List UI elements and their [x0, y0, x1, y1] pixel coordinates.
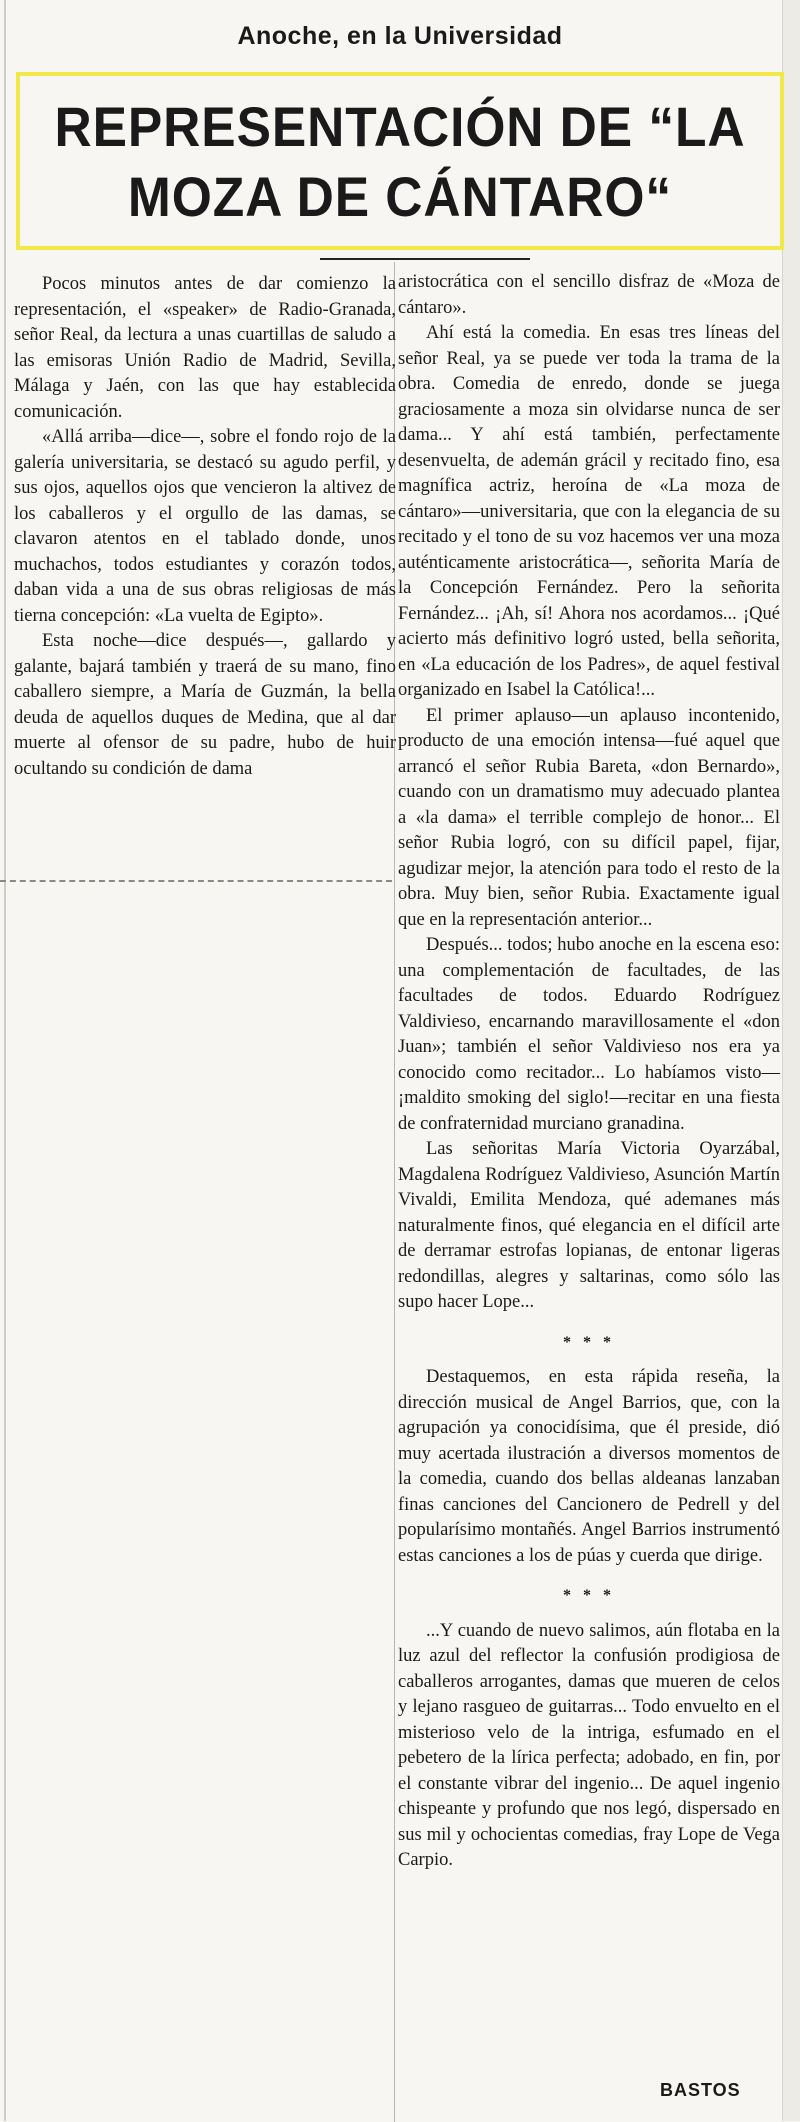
section-separator: * * *	[563, 1333, 615, 1351]
section-separator: * * *	[563, 1587, 615, 1604]
article-kicker: Anoche, en la Universidad	[237, 22, 563, 50]
page-gutter-left	[4, 0, 6, 2121]
paragraph: Las señoritas María Victoria Oyarzábal, Magdalena Rodríguez Valdivieso, Asunción Martín Vivaldi, Emilita Mendoza, qué ademanes más naturalmente finos, qué elegancia en el difícil arte de derramar estrofas lopianas, de entonar ligeras redondillas, alegres y saltarinas, como sólo las supo hacer Lope...	[398, 1139, 780, 1312]
headline-rule	[320, 258, 530, 260]
column-end-rule	[0, 880, 392, 882]
paragraph: aristocrática con el sencillo disfraz de «Moza de cántaro».	[398, 272, 780, 318]
adjacent-column-bleed	[782, 0, 800, 2121]
author-signature: BASTOS	[660, 2080, 741, 2100]
column-right	[398, 270, 780, 1874]
paragraph: ...Y cuando de nuevo salimos, aún flotaba en la luz azul del reflector la confusión prodigiosa de caballeros arrogantes, damas que mueren de celos y lejano rasgueo de guitarras... Todo envuelto en el misterioso velo de la intriga, esfumado en el pebetero de la lírica perfecta; adobado, en fin, por el constante vibrar del ingenio... De aquel ingenio chispeante y profundo que nos legó, dispersado en sus mil y ochocientas comedias, fray Lope de Vega Carpio.	[398, 1620, 780, 1870]
paragraph: El primer aplauso—un aplauso incontenido, producto de una emoción intensa—fué aquel que arrancó el señor Rubia Bareta, «don Bernardo», cuando con un dramatismo muy adecuado plantea a «la dama» el terrible complejo de honor... El señor Rubia logró, con su difícil papel, fijar, agudizar mejor, la atención para todo el resto de la obra. Muy bien, señor Rubia. Exactamente igual que en la representación anterior...	[398, 705, 780, 930]
paragraph: Esta noche—dice después—, gallardo y galante, bajará también y traerá de su mano, fino caballero siempre, a María de Guzmán, la bella deuda de aquellos duques de Medina, que al dar muerte al ofensor de su padre, hubo de huir ocultando su condición de dama	[14, 631, 396, 779]
paragraph: «Allá arriba—dice—, sobre el fondo rojo de la galería universitaria, se destacó su agudo perfil, y sus ojos, aquellos ojos que vencieron la altivez de los caballeros y el orgullo de las damas, se clavaron atentos en el tablado donde, unos muchachos, todos estudiantes y corazón todos, daban vida a una de sus obras religiosas de más tierna concepción: «La vuelta de Egipto».	[14, 427, 396, 626]
paragraph: Destaquemos, en esta rápida reseña, la dirección musical de Angel Barrios, que, con la agrupación ya conocidísima, que él preside, dió muy acertada ilustración a diversos momentos de la comedia, cuando dos bellas aldeanas lanzaban finas canciones del Cancionero de Pedrell y del popularísimo montañés. Angel Barrios instrumentó estas canciones a los de púas y cuerda que dirige.	[398, 1367, 780, 1566]
paragraph: Ahí está la comedia. En esas tres líneas del señor Real, ya se puede ver toda la trama de la obra. Comedia de enredo, donde se juega graciosamente a moza sin olvidarse nunca de ser dama... Y ahí está también, perfectamente desenvuelta, de ademán grácil y recitado fino, esa magnífica actriz, heroína de «La moza de cántaro»—universitaria, que con la elegancia de su recitado y el tono de su voz hacemos ver una moza auténticamente aristocrática—, señorita María de la Concepción Fernández. Pero la señorita Fernández... ¡Ah, sí! Ahora nos acordamos... ¡Qué acierto más definitivo logró usted, bella señorita, en «La educación de los Padres», de aquel festival organizado en Isabel la Católica!...	[398, 323, 780, 700]
column-left	[14, 272, 396, 782]
article-headline: REPRESENTACIÓN DE “LA MOZA DE CÁNTARO“	[54, 95, 746, 228]
paragraph: Después... todos; hubo anoche en la escena eso: una complementación de facultades, de las facultades de todos. Eduardo Rodríguez Valdivieso, encarnando maravillosamente el «don Juan»; también el señor Valdivieso nos era ya conocido como recitador... Lo habíamos visto—¡maldito smoking del siglo!—recitar en una fiesta de confraternidad murciano granadina.	[398, 935, 780, 1134]
paragraph: Pocos minutos antes de dar comienzo la representación, el «speaker» de Radio-Granada, señor Real, da lectura a unas cuartillas de saludo a las emisoras Unión Radio de Madrid, Sevilla, Málaga y Jaén, con las que hay establecida comunicación.	[14, 274, 396, 422]
